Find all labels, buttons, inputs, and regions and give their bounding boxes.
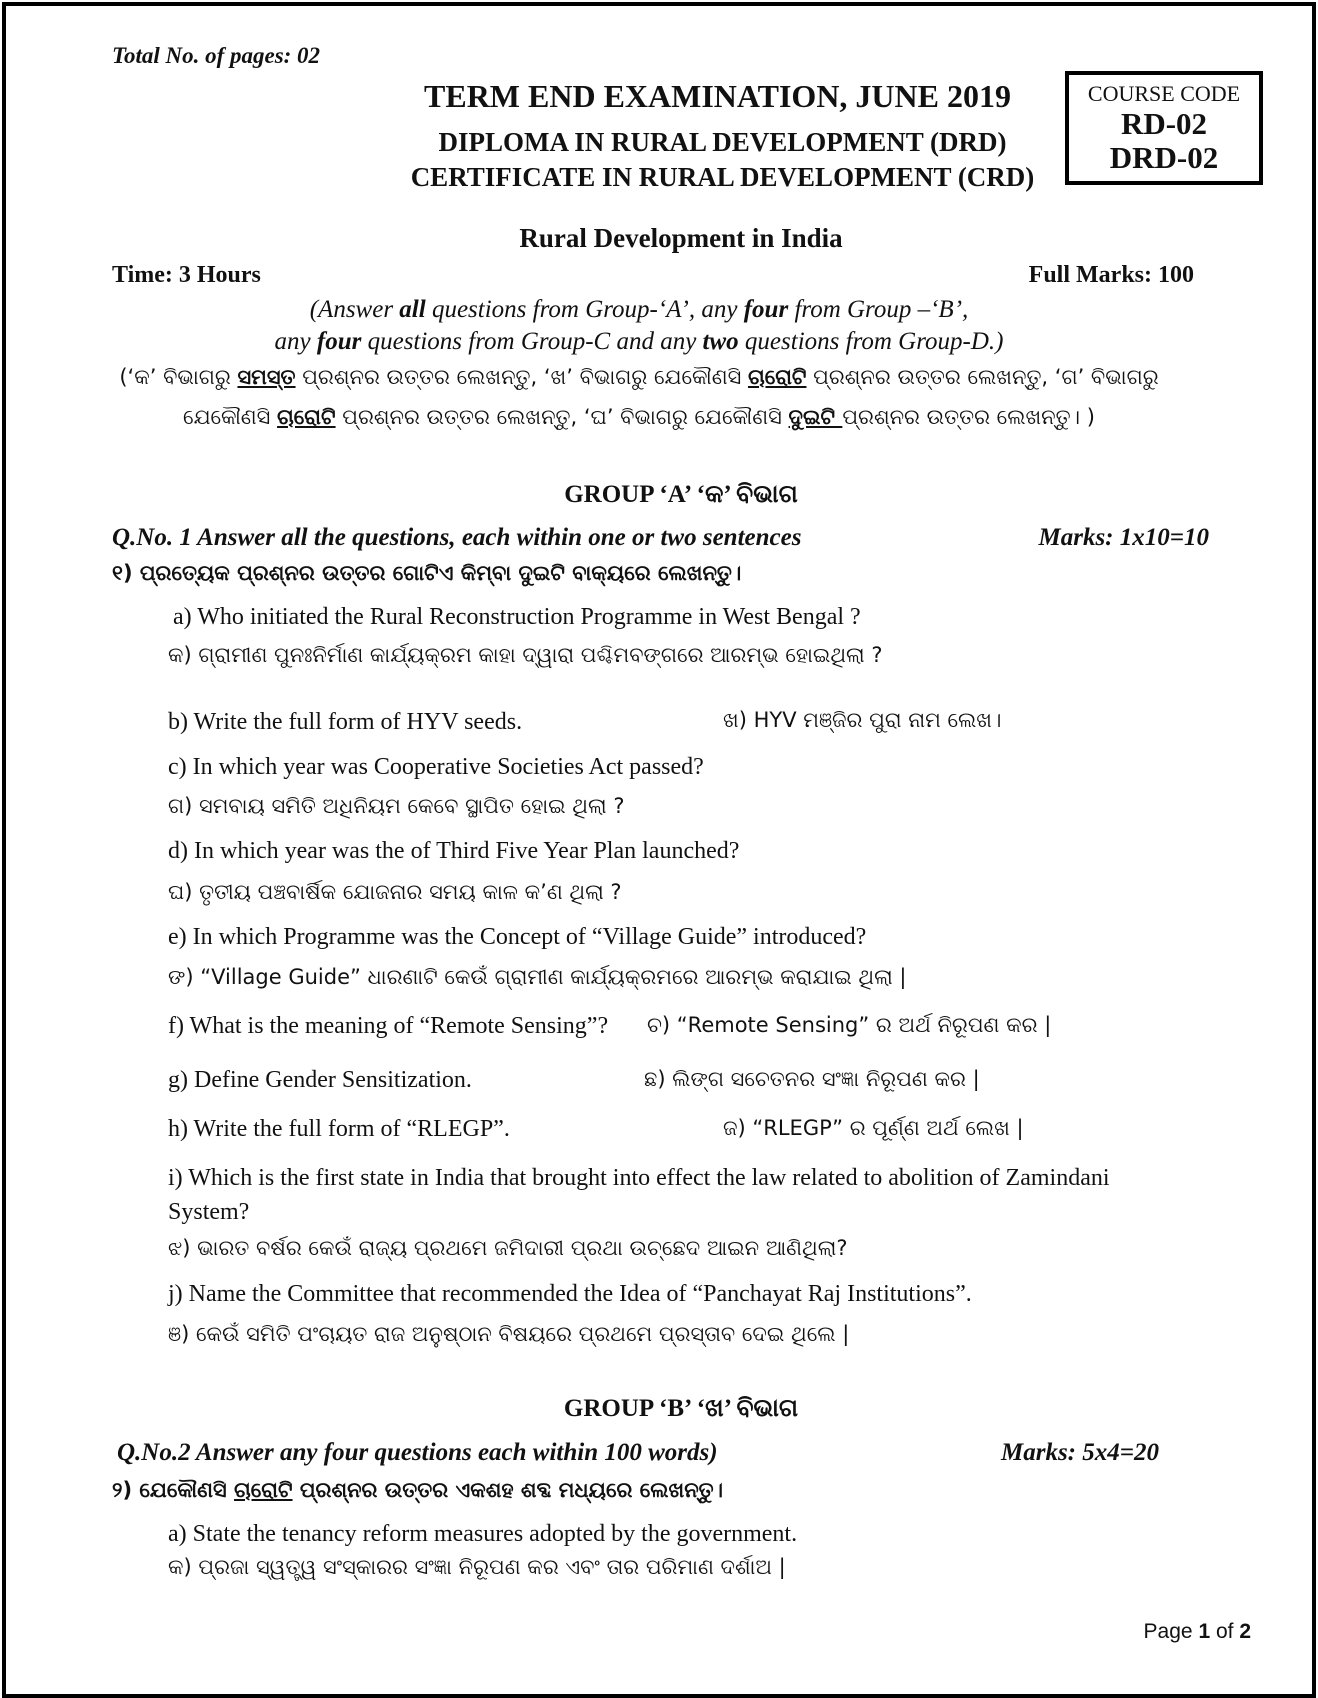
- q1-instruction-od: ୧) ପ୍ରତ୍ୟେକ ପ୍ରଶ୍ନର ଉତ୍ତର ଗୋଟିଏ କିମ୍ବା ଦୁଇଟି ବାକ୍ୟରେ ଲେଖନ୍ତୁ।: [112, 561, 742, 585]
- group-a-heading: GROUP ‘A’ ‘କ’ ବିଭାଗ: [564, 481, 798, 508]
- q1h-od: ଜ) “RLEGP” ର ପୂର୍ଣ୍ଣ ଅର୍ଥ ଲେଖ |: [723, 1116, 1024, 1140]
- course-code-box: [1065, 71, 1263, 185]
- q2a-en: a) State the tenancy reform measures adopted by the government.: [168, 1521, 798, 1547]
- q2-marks: Marks: 5x4=20: [1000, 1439, 1159, 1466]
- time-allowed: Time: 3 Hours: [112, 262, 261, 288]
- q1e-en: e) In which Programme was the Concept of “Village Guide” introduced?: [168, 924, 867, 950]
- q1h-en: h) Write the full form of “RLEGP”.: [168, 1116, 510, 1142]
- q1i-en-cont: System?: [168, 1199, 250, 1225]
- q2-instruction: Q.No.2 Answer any four questions each within 100 words): [117, 1439, 718, 1466]
- programme-diploma: DIPLOMA IN RURAL DEVELOPMENT (DRD): [438, 127, 1007, 157]
- q1c-en: c) In which year was Cooperative Societies Act passed?: [168, 754, 704, 780]
- q1-marks: Marks: 1x10=10: [1038, 524, 1209, 551]
- instruction-od-2: ଯେକୌଣସି ଚାରୋଟି ପ୍ରଶ୍ନର ଉତ୍ତର ଲେଖନ୍ତୁ, ‘ଘ’ ବିଭାଗରୁ ଯେକୌଣସି ଦୁଇଟି ପ୍ରଶ୍ନର ଉତ୍ତର ଲେଖନ୍ତୁ। ): [183, 405, 1095, 429]
- programme-certificate: CERTIFICATE IN RURAL DEVELOPMENT (CRD): [410, 162, 1035, 192]
- q1a-en: a) Who initiated the Rural Reconstruction Programme in West Bengal ?: [173, 604, 861, 630]
- q1a-od: କ) ଗ୍ରାମୀଣ ପୁନଃନିର୍ମାଣ କାର୍ଯ୍ୟକ୍ରମ କାହା ଦ୍ୱାରା ପଶ୍ଚିମବଙ୍ଗରେ ଆରମ୍ଭ ହୋଇଥିଲା ?: [168, 643, 883, 667]
- page-number: Page 1 of 2: [1143, 1620, 1251, 1643]
- q1g-en: g) Define Gender Sensitization.: [168, 1067, 472, 1093]
- q1b-od: ଖ) HYV ମଞ୍ଜିର ପୁରା ନାମ ଲେଖ।: [723, 708, 1002, 732]
- subject-title: Rural Development in India: [519, 223, 843, 253]
- q1i-en: i) Which is the first state in India that brought into effect the law related to abolition of Zamindani: [168, 1165, 1110, 1191]
- full-marks: Full Marks: 100: [1028, 262, 1194, 288]
- total-pages: Total No. of pages: 02: [112, 43, 321, 68]
- q1j-od: ଞ) କେଉଁ ସମିତି ପଂଚାୟତ ରାଜ ଅନୁଷ୍ଠାନ ବିଷୟରେ ପ୍ରଥମେ ପ୍ରସ୍ତାବ ଦେଇ ଥିଲେ |: [168, 1322, 850, 1346]
- exam-title: TERM END EXAMINATION, JUNE 2019: [424, 78, 1011, 114]
- q1b-en: b) Write the full form of HYV seeds.: [168, 709, 523, 735]
- q1e-od: ଙ) “Village Guide” ଧାରଣାଟି କେଉଁ ଗ୍ରାମୀଣ କାର୍ଯ୍ୟକ୍ରମରେ ଆରମ୍ଭ କରାଯାଇ ଥିଲା |: [168, 965, 907, 989]
- instruction-en-2: any four questions from Group-C and any two questions from Group-D.): [274, 328, 1004, 355]
- group-b-heading: GROUP ‘B’ ‘ଖ’ ବିଭାଗ: [563, 1395, 799, 1422]
- course-code-drd: DRD-02: [1109, 140, 1219, 175]
- q1f-en: f) What is the meaning of “Remote Sensing”?: [168, 1013, 609, 1039]
- q1i-od: ଝ) ଭାରତ ବର୍ଷର କେଉଁ ରାଜ୍ୟ ପ୍ରଥମେ ଜମିଦାରୀ ପ୍ରଥା ଉଚ୍ଛେଦ ଆଇନ ଆଣିଥିଲା?: [168, 1236, 848, 1260]
- q2-instruction-od: ୨) ଯେକୌଣସି ଚାରୋଟି ପ୍ରଶ୍ନର ଉତ୍ତର ଏକଶହ ଶବ୍ଦ ମଧ୍ୟରେ ଲେଖନ୍ତୁ।: [112, 1478, 724, 1502]
- q1-instruction: Q.No. 1 Answer all the questions, each within one or two sentences: [112, 524, 802, 551]
- instruction-od-1: (‘କ’ ବିଭାଗରୁ ସମସ୍ତ ପ୍ରଶ୍ନର ଉତ୍ତର ଲେଖନ୍ତୁ, ‘ଖ’ ବିଭାଗରୁ ଯେକୌଣସି ଚାରୋଟି ପ୍ରଶ୍ନର ଉତ୍ତର ଲେଖନ୍ତୁ, ‘ଗ’ ବିଭାଗରୁ: [119, 365, 1159, 389]
- course-code-rd: RD-02: [1120, 106, 1208, 141]
- q1d-en: d) In which year was the of Third Five Year Plan launched?: [168, 838, 740, 864]
- q2a-od: କ) ପ୍ରଜା ସ୍ୱତ୍ତ୍ୱ ସଂସ୍କାରର ସଂଜ୍ଞା ନିରୂପଣ କର ଏବଂ ତାର ପରିମାଣ ଦର୍ଶାଅ |: [168, 1555, 786, 1579]
- instruction-en-1: (Answer all questions from Group-‘A’, any four from Group –‘B’,: [309, 296, 969, 323]
- q1d-od: ଘ) ତୃତୀୟ ପଞ୍ଚବାର୍ଷିକ ଯୋଜନାର ସମୟ କାଳ କ’ଣ ଥିଲା ?: [168, 880, 622, 904]
- q1j-en: j) Name the Committee that recommended the Idea of “Panchayat Raj Institutions”.: [168, 1281, 972, 1307]
- course-code-label: COURSE CODE: [1087, 81, 1241, 106]
- q1g-od: ଛ) ଲିଙ୍ଗ ସଚେତନର ସଂଜ୍ଞା ନିରୂପଣ କର |: [644, 1067, 980, 1091]
- q1f-od: ଚ) “Remote Sensing” ର ଅର୍ଥ ନିରୂପଣ କର |: [647, 1013, 1052, 1037]
- q1c-od: ଗ) ସମବାୟ ସମିତି ଅଧିନିୟମ କେବେ ସ୍ଥାପିତ ହୋଇ ଥିଲା ?: [168, 794, 625, 818]
